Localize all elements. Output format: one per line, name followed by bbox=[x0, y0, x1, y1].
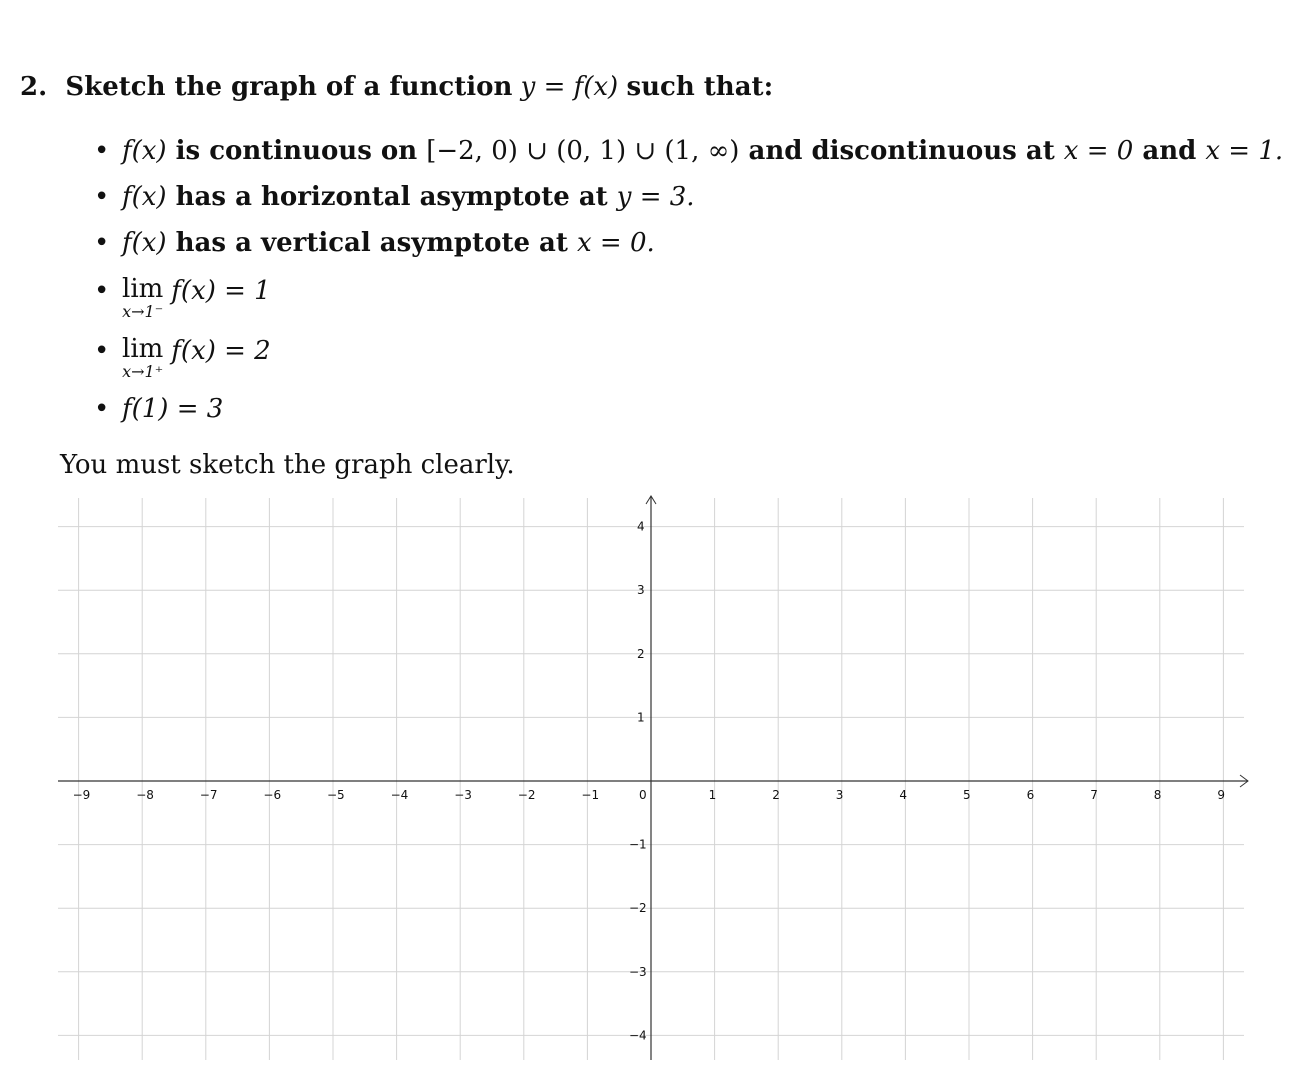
bullet-icon: • bbox=[94, 182, 110, 212]
condition-math: f(x) bbox=[122, 136, 167, 166]
x-tick-label: 6 bbox=[1026, 788, 1035, 802]
x-tick-label: −1 bbox=[581, 788, 600, 802]
x-tick-label: −5 bbox=[327, 788, 345, 802]
x-tick-labels bbox=[73, 788, 1225, 802]
y-tick-label: 2 bbox=[637, 646, 645, 661]
problem-number: 2. bbox=[20, 72, 48, 102]
condition-math: x = 0 bbox=[1063, 136, 1134, 166]
problem-intro: Sketch the graph of a function bbox=[65, 72, 513, 102]
bullet-icon: • bbox=[94, 136, 110, 166]
bullet-icon: • bbox=[94, 228, 110, 258]
x-tick-label: 5 bbox=[963, 788, 971, 802]
x-tick-label: −8 bbox=[136, 788, 154, 802]
x-tick-label: −4 bbox=[390, 788, 409, 802]
bullet-icon: • bbox=[94, 336, 110, 366]
y-tick-label: −4 bbox=[629, 1028, 647, 1043]
y-tick-label: −2 bbox=[629, 901, 647, 916]
condition-math: x = 1. bbox=[1205, 136, 1284, 166]
condition-math: y = 3. bbox=[616, 182, 695, 212]
x-tick-label: −3 bbox=[454, 788, 472, 802]
x-tick-label: 3 bbox=[835, 788, 844, 802]
instruction-note: You must sketch the graph clearly. bbox=[60, 450, 515, 480]
bullet-icon: • bbox=[94, 394, 110, 424]
limit-subscript: x→1⁺ bbox=[122, 362, 164, 381]
x-tick-label: 8 bbox=[1153, 788, 1162, 802]
x-tick-label: 9 bbox=[1217, 788, 1226, 802]
condition-math: x = 0. bbox=[576, 228, 655, 258]
condition-text: has a vertical asymptote at bbox=[166, 228, 577, 258]
x-tick-label: 0 bbox=[639, 788, 647, 802]
condition-math: f(x) = 2 bbox=[171, 336, 271, 366]
condition-text: has a horizontal asymptote at bbox=[166, 182, 617, 212]
problem-intro-end: such that: bbox=[626, 72, 774, 102]
y-tick-label: 1 bbox=[637, 710, 645, 725]
x-tick-label: 4 bbox=[899, 788, 908, 802]
axes bbox=[58, 496, 1248, 1060]
condition-text: and bbox=[1133, 136, 1206, 166]
condition-text: and discontinuous at bbox=[739, 136, 1064, 166]
limit-operator: lim bbox=[122, 274, 164, 304]
x-tick-label: −7 bbox=[199, 788, 218, 802]
limit-subscript: x→1⁻ bbox=[122, 302, 164, 321]
x-tick-label: −2 bbox=[517, 788, 536, 802]
x-tick-label: 7 bbox=[1090, 788, 1098, 802]
x-tick-label: −9 bbox=[72, 788, 91, 802]
x-tick-label: 1 bbox=[708, 788, 717, 802]
problem-intro-math: y = f(x) bbox=[520, 72, 619, 102]
condition-math: f(x) = 1 bbox=[171, 276, 271, 306]
condition-text: is continuous on bbox=[166, 136, 427, 166]
condition-math: f(x) bbox=[122, 228, 167, 258]
y-tick-label: −1 bbox=[629, 837, 647, 852]
y-tick-label: 4 bbox=[637, 519, 645, 534]
condition-math: f(1) = 3 bbox=[122, 394, 224, 424]
y-tick-label: 3 bbox=[637, 583, 645, 598]
bullet-icon: • bbox=[94, 276, 110, 306]
y-tick-label: −3 bbox=[629, 964, 647, 979]
condition-math: f(x) bbox=[122, 182, 167, 212]
limit-operator: lim bbox=[122, 334, 164, 364]
x-tick-label: 2 bbox=[772, 788, 780, 802]
x-tick-label: −6 bbox=[263, 788, 282, 802]
condition-math: [−2, 0) ∪ (0, 1) ∪ (1, ∞) bbox=[426, 136, 740, 166]
